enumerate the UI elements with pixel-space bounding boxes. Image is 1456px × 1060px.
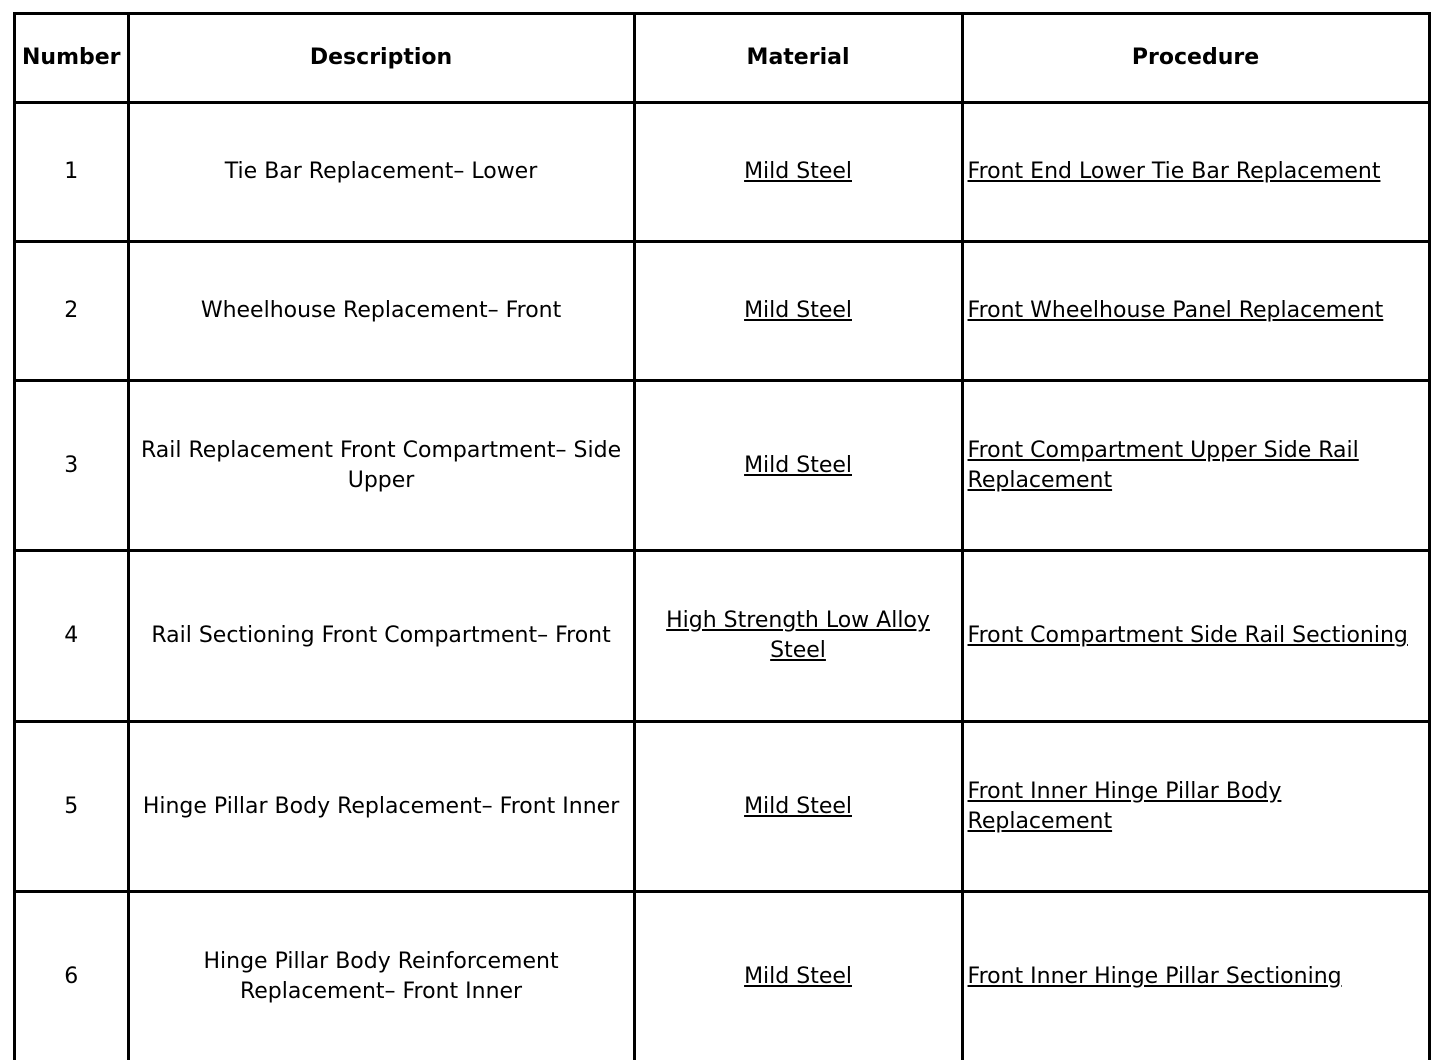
header-material: Material — [633, 12, 961, 101]
material-link[interactable]: Mild Steel — [744, 452, 852, 478]
material-link[interactable]: Mild Steel — [744, 793, 852, 819]
row-number: 2 — [13, 240, 127, 379]
material-link[interactable]: Mild Steel — [744, 298, 852, 323]
row-description: Rail Replacement Front Compartment– Side Upper — [127, 379, 633, 549]
procedure-link[interactable]: Front Compartment Side Rail Sectioning — [967, 623, 1408, 648]
row-material — [633, 890, 961, 1060]
row-number: 1 — [13, 101, 127, 240]
row-procedure — [961, 240, 1431, 379]
material-link[interactable]: High Strength Low Alloy Steel — [666, 608, 930, 663]
procedure-link[interactable]: Front End Lower Tie Bar Replacement — [967, 159, 1381, 184]
row-procedure — [961, 890, 1431, 1060]
row-description: Hinge Pillar Body Reinforcement Replacement– Front Inner — [127, 890, 633, 1060]
row-material — [633, 549, 961, 720]
table-row — [13, 101, 1431, 240]
procedure-link[interactable]: Front Inner Hinge Pillar Sectioning — [967, 963, 1342, 989]
row-material — [633, 101, 961, 240]
procedure-link[interactable]: Front Compartment Upper Side Rail Replacement — [967, 437, 1359, 493]
row-number: 4 — [13, 549, 127, 720]
parts-table-container — [13, 12, 1431, 1060]
row-number: 6 — [13, 890, 127, 1060]
row-procedure — [961, 720, 1431, 890]
table-row — [13, 720, 1431, 890]
row-description: Tie Bar Replacement– Lower — [127, 101, 633, 240]
table-row — [13, 240, 1431, 379]
row-number: 3 — [13, 379, 127, 549]
table-header-row — [13, 12, 1431, 101]
row-description: Hinge Pillar Body Replacement– Front Inner — [127, 720, 633, 890]
procedure-link[interactable]: Front Inner Hinge Pillar Body Replacement — [967, 778, 1282, 834]
row-description: Rail Sectioning Front Compartment– Front — [127, 549, 633, 720]
parts-table — [13, 12, 1431, 1060]
row-procedure — [961, 379, 1431, 549]
procedure-link[interactable]: Front Wheelhouse Panel Replacement — [967, 298, 1384, 323]
row-number: 5 — [13, 720, 127, 890]
material-link[interactable]: Mild Steel — [744, 159, 852, 184]
header-number: Number — [13, 12, 127, 101]
table-row — [13, 379, 1431, 549]
table-row — [13, 549, 1431, 720]
row-material — [633, 240, 961, 379]
material-link[interactable]: Mild Steel — [744, 963, 852, 989]
row-procedure — [961, 101, 1431, 240]
row-description: Wheelhouse Replacement– Front — [127, 240, 633, 379]
table-row — [13, 890, 1431, 1060]
row-material — [633, 720, 961, 890]
row-material — [633, 379, 961, 549]
row-procedure — [961, 549, 1431, 720]
header-procedure: Procedure — [961, 12, 1431, 101]
header-description: Description — [127, 12, 633, 101]
